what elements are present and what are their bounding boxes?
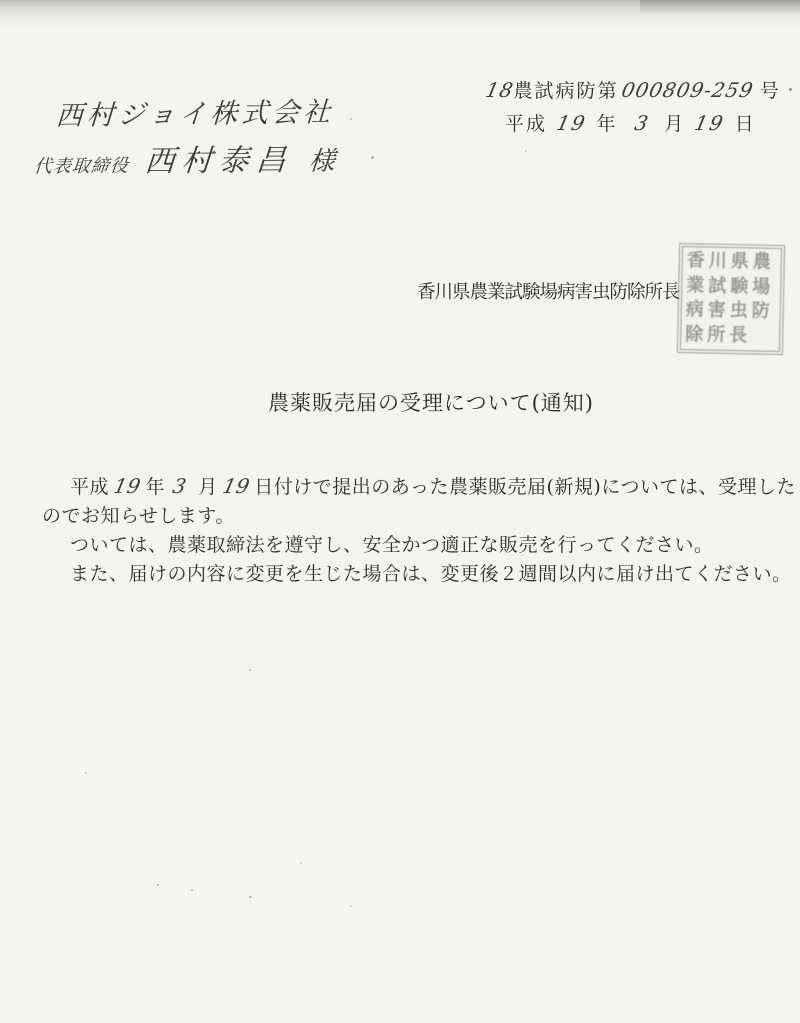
date-day-unit: 日 bbox=[734, 113, 756, 135]
doc-number-suffix: 号 bbox=[759, 80, 781, 102]
stamp-row-3: 病害虫防 bbox=[685, 299, 774, 323]
body-era-label: 平成 bbox=[70, 476, 110, 498]
body-line-1-rest: 日付けで提出のあった農薬販売届(新規)については、受理した bbox=[254, 476, 796, 498]
recipient-role: 代表取締役 bbox=[32, 155, 130, 178]
scan-speck bbox=[350, 118, 352, 120]
body-line-4: また、届けの内容に変更を生じた場合は、変更後２週間以内に届け出てください。 bbox=[70, 563, 792, 585]
recipient-company-name: 西村ジョイ株式会社 bbox=[54, 97, 336, 132]
scan-speck bbox=[249, 669, 251, 671]
date-year-unit: 年 bbox=[596, 113, 618, 135]
date-day-handwritten: 19 bbox=[692, 111, 728, 135]
body-year-unit: 年 bbox=[145, 476, 165, 498]
scan-speck bbox=[249, 896, 252, 898]
date-year-handwritten: 19 bbox=[554, 111, 590, 135]
scan-speck bbox=[157, 884, 159, 886]
body-text bbox=[42, 472, 796, 589]
doc-number-year-prefix: 18 bbox=[483, 78, 517, 102]
scan-speck bbox=[300, 862, 302, 864]
body-line-2: のでお知らせします。 bbox=[42, 505, 235, 527]
stamp-row-1: 香川県農 bbox=[686, 250, 775, 273]
body-line-1 bbox=[42, 472, 796, 502]
recipient-person-name: 西村泰昌 bbox=[143, 143, 295, 180]
date-month-unit: 月 bbox=[664, 113, 686, 135]
scan-speck bbox=[85, 772, 87, 774]
official-seal-stamp bbox=[677, 243, 785, 355]
date-line bbox=[505, 109, 756, 136]
stamp-row-4: 除所長 bbox=[685, 324, 752, 347]
scan-speck bbox=[371, 156, 374, 159]
date-month-handwritten: 3 bbox=[632, 111, 653, 135]
pen-dot-mark bbox=[789, 88, 792, 91]
scan-speck bbox=[191, 889, 193, 891]
scan-speck bbox=[525, 150, 527, 152]
body-month-handwritten: 3 bbox=[170, 474, 189, 498]
subject-title: 農薬販売届の受理について(通知) bbox=[268, 391, 594, 415]
date-era-label: 平成 bbox=[505, 113, 548, 135]
doc-number-value: 000809-259 bbox=[619, 78, 757, 102]
scan-speck bbox=[350, 905, 352, 907]
recipient-honorific: 様 bbox=[307, 146, 337, 177]
sender-title: 香川県農業試験場病害虫防除所長 bbox=[417, 282, 680, 303]
scan-edge-artifact-right bbox=[640, 0, 800, 14]
body-day-handwritten: 19 bbox=[220, 474, 252, 498]
document-number-line bbox=[483, 76, 792, 103]
body-year-handwritten: 19 bbox=[111, 474, 144, 498]
body-month-unit: 月 bbox=[198, 476, 218, 498]
doc-number-label: 農試病防第 bbox=[513, 80, 619, 102]
recipient-person-line bbox=[34, 135, 335, 182]
stamp-row-2: 業試験場 bbox=[686, 274, 775, 298]
body-line-3: ついては、農薬取締法を遵守し、安全かつ適正な販売を行ってください。 bbox=[70, 534, 714, 556]
